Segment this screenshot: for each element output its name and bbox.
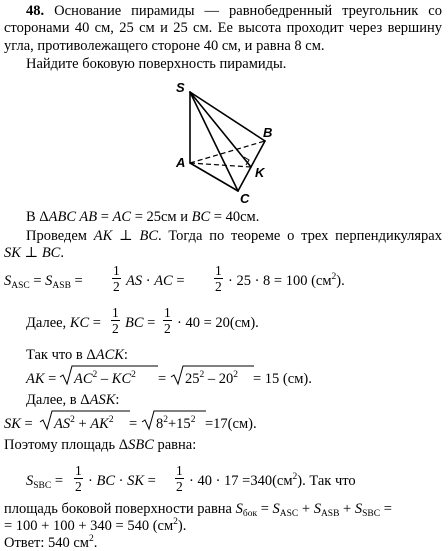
edge-sk xyxy=(190,92,251,167)
edge-sc xyxy=(190,92,238,191)
label-c: C xyxy=(240,191,250,206)
problem-number: 48. xyxy=(26,3,45,19)
right-angle-mark xyxy=(244,157,249,165)
formula-area-asc-part3: · 25 · 8 = 100 $(см^2)$. xyxy=(228,272,345,289)
solution-line-3: SK ⊥ BC. xyxy=(4,245,64,261)
solution-line-2: Проведем AK ⊥ BC. Тогда по теореме о трех перпендикулярах xyxy=(26,228,442,244)
formula-area-asc: $S_{ASC} = S_{ASB}$ = xyxy=(4,273,83,291)
edge-ab-hidden xyxy=(190,141,265,163)
label-k: K xyxy=(255,165,265,180)
formula-ak: AK = xyxy=(26,371,57,387)
formula-sk-result: =17(см). xyxy=(205,416,257,432)
formula-area-sbc: $S_{SBC}$ = xyxy=(26,473,64,491)
label-s: S xyxy=(176,80,185,95)
solution-line-8: площадь боковой поверхности равна $S_{бок} = S_{ASC} + S_{ASB} + S_{SBC}$ = xyxy=(4,501,392,519)
formula-ak-result: = 15 (см). xyxy=(253,371,312,387)
solution-line-1: В ΔABC AB = AC = 25см и BC = 40см. xyxy=(26,209,260,225)
problem-line-1: 48. Основание пирамиды — равнобедренный треугольник со xyxy=(26,3,442,19)
edge-cb xyxy=(238,141,265,191)
formula-kc: Далее, KC = xyxy=(26,315,101,331)
solution-line-5: Так что в ΔACK: xyxy=(26,347,128,363)
segment-ak-hidden xyxy=(190,163,251,167)
fraction-half-3: $\frac{1}{2}$ xyxy=(112,305,119,336)
problem-line-4: Найдите боковую поверхность пирамиды. xyxy=(26,56,287,72)
formula-area-sbc-part2: · BC · SK = xyxy=(88,473,156,489)
solution-line-9: = 100 + 100 + 340 = 540 $(см^2)$. xyxy=(4,517,187,534)
formula-kc-part3: · 40 = 20(см). xyxy=(177,315,259,331)
edge-ac xyxy=(190,163,238,191)
fraction-half-6: $\frac{1}{2}$ xyxy=(176,463,183,494)
formula-area-sbc-part3: · $40 \cdot 17 =340(см^2)$. Так что xyxy=(189,472,356,489)
formula-sk-radicand-2: $8^2+15^2$ xyxy=(156,415,196,432)
label-b: B xyxy=(263,125,273,140)
problem-line-2: сторонами 40 см, 25 см и 25 см. Ее высота проходит через вершину xyxy=(4,20,442,36)
formula-ak-radicand-2: $25^2 - 20^2$ xyxy=(185,370,238,387)
formula-sk-radicand: $AS^2 + AK^2$ xyxy=(54,415,114,432)
edge-sb xyxy=(190,92,265,141)
fraction-half-4: $\frac{1}{2}$ xyxy=(164,305,171,336)
formula-ak-radicand: $AC^2 - KC^2$ xyxy=(74,370,136,387)
answer-line: Ответ: 540 $см^2$. xyxy=(4,534,98,551)
formula-sk-eq: = xyxy=(129,416,138,432)
formula-ak-eq: = xyxy=(158,371,167,387)
label-a: A xyxy=(176,155,186,170)
formula-area-asc-part2: AS · AC = xyxy=(126,273,185,289)
fraction-half-2: $\frac{1}{2}$ xyxy=(215,263,222,294)
problem-line-3: угла, противолежащего стороне 40 см, и равна 8 см. xyxy=(4,38,325,54)
solution-line-6: Далее, в ΔASK: xyxy=(26,392,120,408)
formula-sk: SK = xyxy=(4,416,33,432)
solution-line-7: Поэтому площадь ΔSBC равна: xyxy=(4,437,197,453)
fraction-half-1: $\frac{1}{2}$ xyxy=(113,263,120,294)
formula-kc-part2: BC = xyxy=(125,315,156,331)
fraction-half-5: $\frac{1}{2}$ xyxy=(75,463,82,494)
